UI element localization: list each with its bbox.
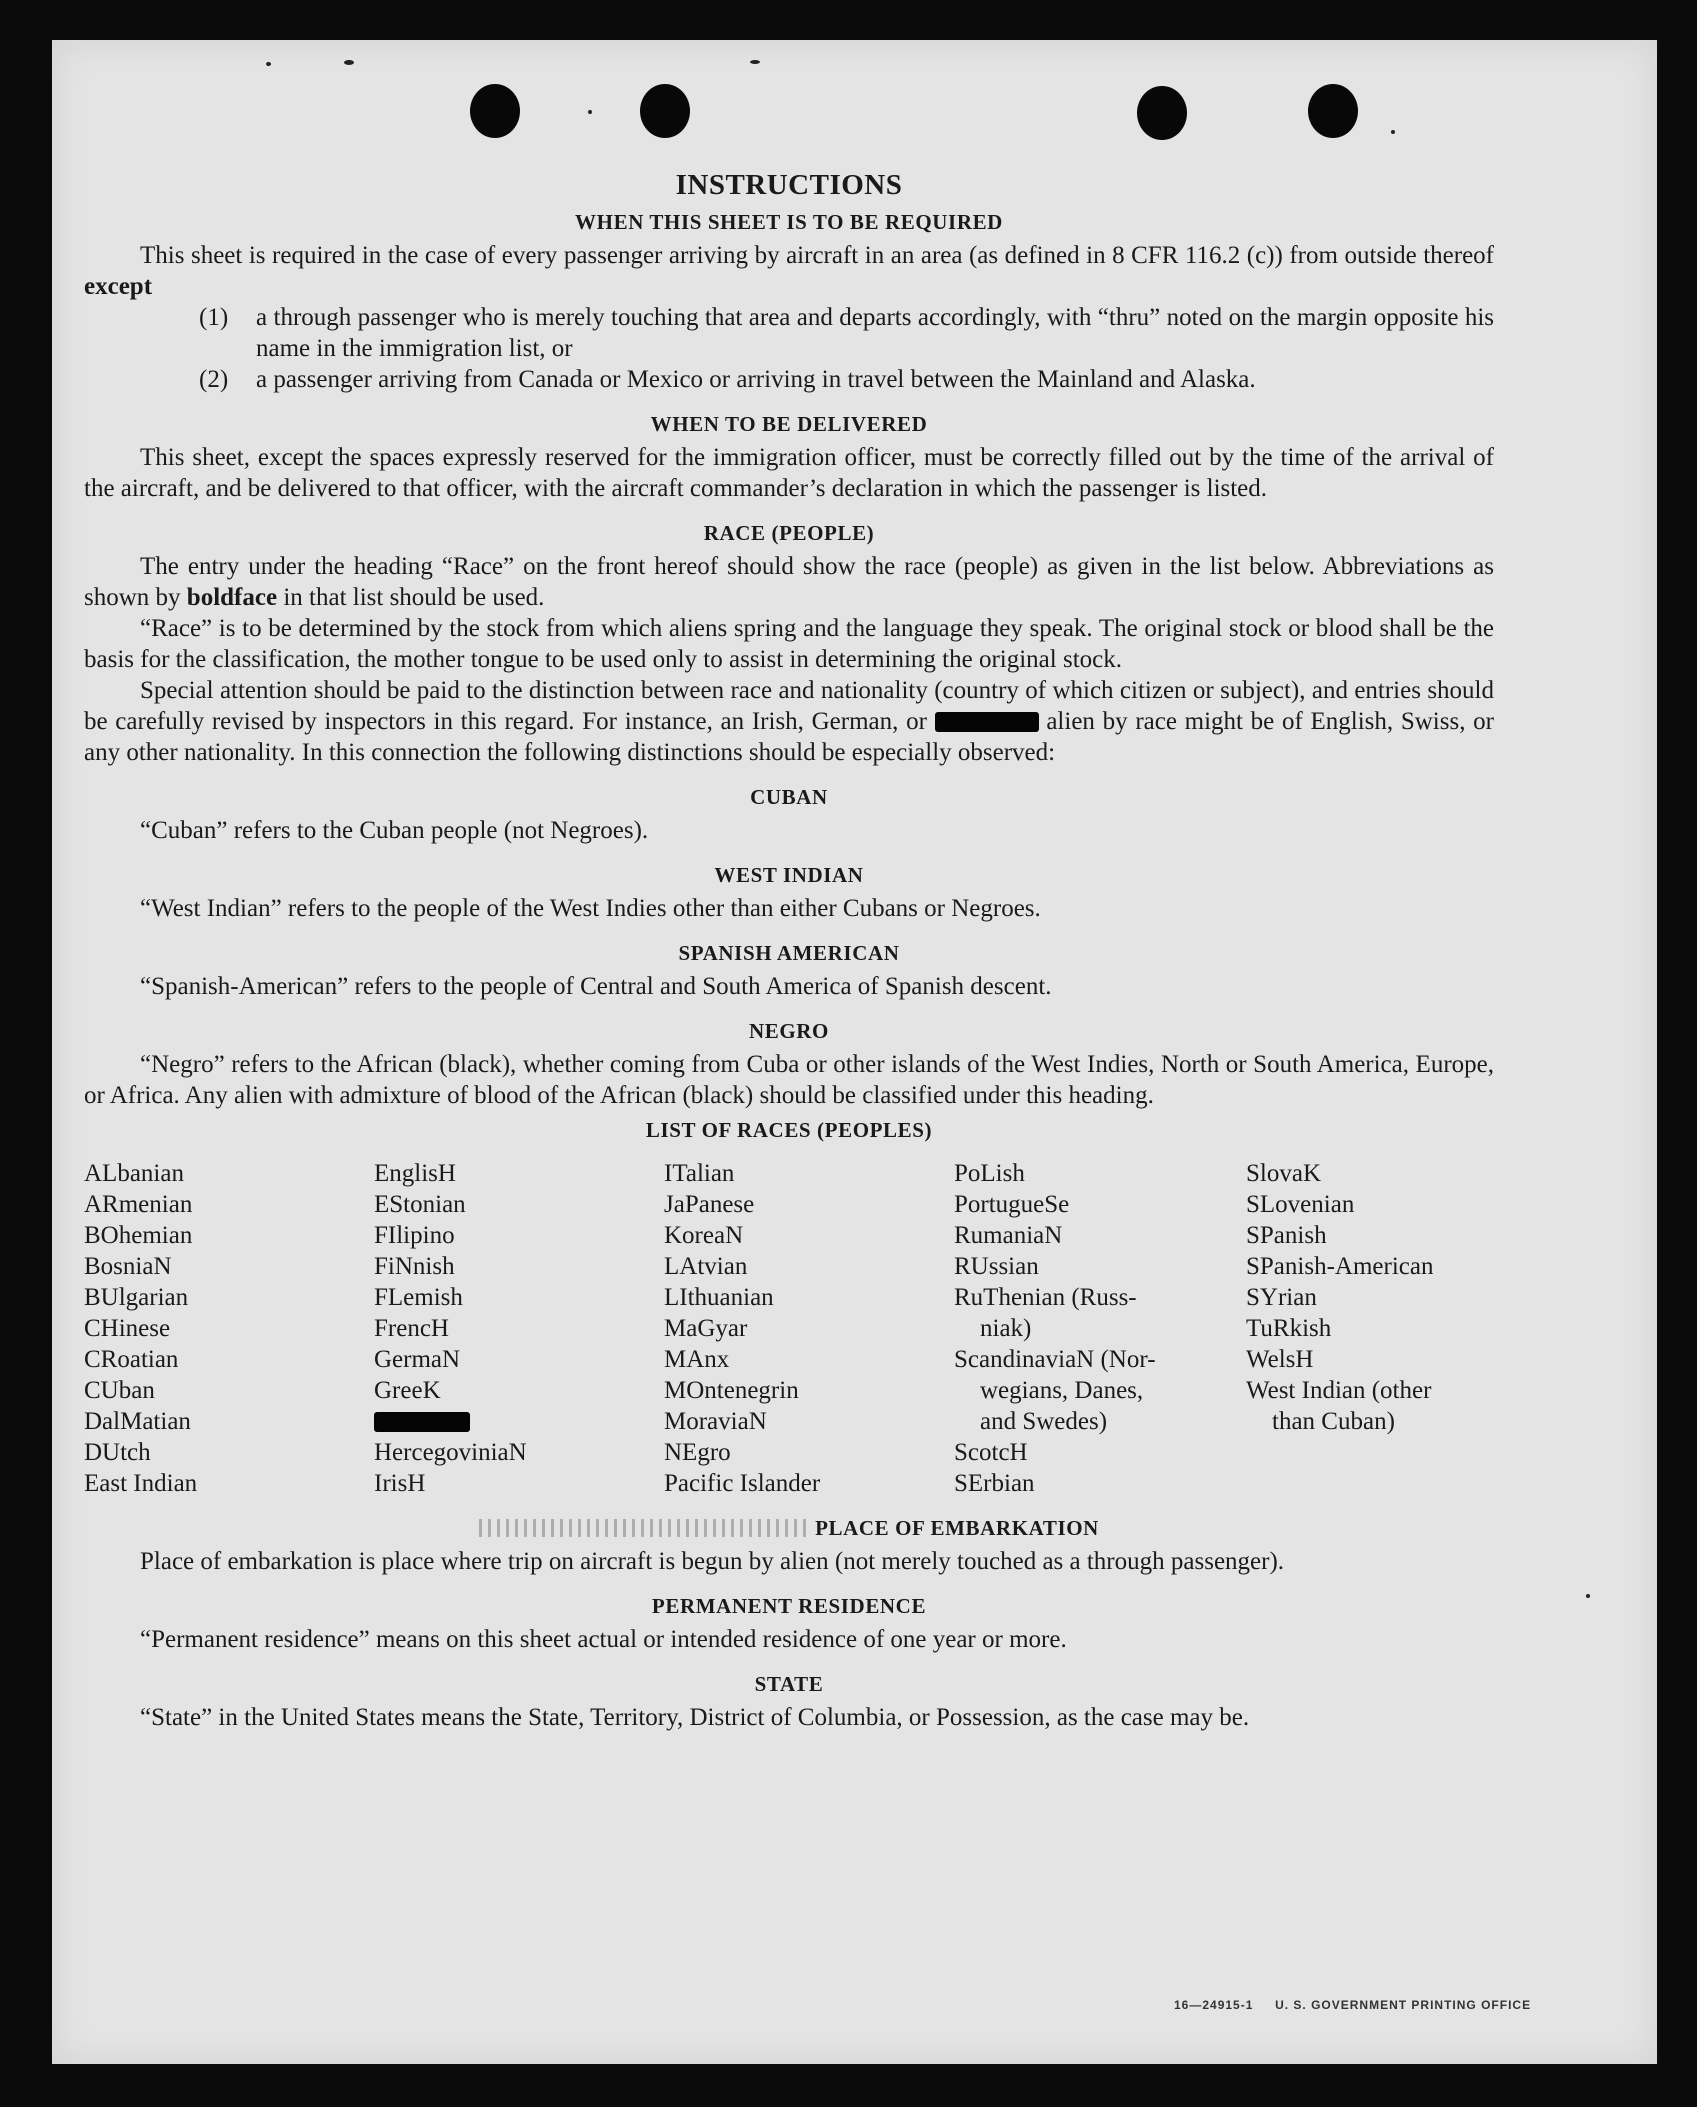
race-entry: MaGyar bbox=[664, 1315, 748, 1342]
race-entry: PortugueSe bbox=[954, 1191, 1070, 1218]
race-entry: SlovaK bbox=[1246, 1160, 1321, 1187]
embarkation-heading-text: PLACE OF EMBARKATION bbox=[815, 1516, 1099, 1540]
races-column-1 bbox=[84, 1158, 374, 1499]
heading-state: STATE bbox=[754, 1672, 824, 1696]
race-entry: RuThenian (Russ- bbox=[954, 1284, 1137, 1311]
race-entry: East Indian bbox=[84, 1470, 198, 1497]
race-entry: West Indian (other bbox=[1246, 1377, 1432, 1404]
item-number: (1) bbox=[199, 304, 229, 331]
race-p3-b: alien by race might be of English, Swiss, or any other nationality. In this connection the following distinctions should be especially observed: bbox=[84, 708, 1494, 766]
race-entry: BOhemian bbox=[84, 1222, 193, 1249]
heading-when-delivered: WHEN TO BE DELIVERED bbox=[650, 412, 928, 436]
speck bbox=[588, 110, 592, 114]
punch-hole bbox=[470, 84, 520, 138]
punch-hole bbox=[1308, 84, 1358, 138]
race-entry: LAtvian bbox=[664, 1253, 748, 1280]
instructions-body bbox=[84, 170, 1494, 1733]
race-entry: HercegoviniaN bbox=[374, 1439, 527, 1466]
race-entry: ScandinaviaN (Nor- bbox=[954, 1346, 1156, 1373]
race-entry: EStonian bbox=[374, 1191, 466, 1218]
race-entry: ScotcH bbox=[954, 1439, 1028, 1466]
race-entry: MOntenegrin bbox=[664, 1377, 799, 1404]
race-paragraph-1 bbox=[84, 551, 1494, 613]
race-entry: Pacific Islander bbox=[664, 1470, 821, 1497]
race-entry: CUban bbox=[84, 1377, 155, 1404]
race-entry: SLovenian bbox=[1246, 1191, 1355, 1218]
race-entry: PoLish bbox=[954, 1160, 1025, 1187]
race-entry-continued: niak) bbox=[980, 1315, 1032, 1342]
except-emphasis: except bbox=[84, 273, 153, 300]
race-paragraph-2: “Race” is to be determined by the stock from which aliens spring and the language they speak. The original stock or blood shall be the basis for the classification, the mother tongue to be used only to assist in determining the original stock. bbox=[84, 615, 1494, 673]
race-entry: FIlipino bbox=[374, 1222, 455, 1249]
west-indian-text: “West Indian” refers to the people of the West Indies other than either Cubans or Negroes. bbox=[140, 895, 1041, 922]
when-delivered-text: This sheet, except the spaces expressly reserved for the immigration officer, must be correctly filled out by the time of the arrival of the aircraft, and be delivered to that officer, with the aircraft commander’s declaration in which the passenger is listed. bbox=[84, 444, 1494, 502]
race-entry: ALbanian bbox=[84, 1160, 184, 1187]
race-entry: GermaN bbox=[374, 1346, 461, 1373]
state-text: “State” in the United States means the State, Territory, District of Columbia, or Possession, as the case may be. bbox=[140, 1704, 1250, 1731]
punch-hole bbox=[1137, 86, 1187, 140]
race-entry: EnglisH bbox=[374, 1160, 456, 1187]
race-paragraph-3 bbox=[84, 675, 1494, 768]
race-entry: FiNnish bbox=[374, 1253, 455, 1280]
speck bbox=[750, 60, 760, 64]
heading-spanish-american: SPANISH AMERICAN bbox=[678, 941, 900, 965]
when-required-intro-text: This sheet is required in the case of every passenger arriving by aircraft in an area (as defined in 8 CFR 116.2 (c)) from outside thereof bbox=[140, 242, 1494, 269]
race-entry: IrisH bbox=[374, 1470, 426, 1497]
race-entry: CHinese bbox=[84, 1315, 171, 1342]
race-entry: FrencH bbox=[374, 1315, 449, 1342]
race-entry: MoraviaN bbox=[664, 1408, 767, 1435]
races-column-4 bbox=[954, 1158, 1246, 1499]
permanent-residence-text: “Permanent residence” means on this sheet actual or intended residence of one year or more. bbox=[140, 1626, 1067, 1653]
race-entry: BosniaN bbox=[84, 1253, 172, 1280]
when-required-intro bbox=[84, 240, 1494, 302]
heading-negro: NEGRO bbox=[748, 1019, 829, 1043]
heading-race: RACE (PEOPLE) bbox=[703, 521, 875, 545]
race-entry: SPanish-American bbox=[1246, 1253, 1434, 1280]
exception-item-2 bbox=[84, 364, 1494, 395]
race-entry: ARmenian bbox=[84, 1191, 193, 1218]
smudge-marks bbox=[479, 1519, 809, 1537]
race-entry: RumaniaN bbox=[954, 1222, 1063, 1249]
cuban-text: “Cuban” refers to the Cuban people (not Negroes). bbox=[140, 817, 649, 844]
exception-item-1 bbox=[84, 302, 1494, 364]
item-number: (2) bbox=[199, 366, 229, 393]
race-entry: CRoatian bbox=[84, 1346, 179, 1373]
race-entry: GreeK bbox=[374, 1377, 441, 1404]
race-p3-a: Special attention should be paid to the distinction between race and nationality (country of which citizen or subject), and entries should be carefully revised by inspectors in this regard. For instance, an Irish, German, or bbox=[84, 677, 1494, 735]
races-table bbox=[84, 1158, 1494, 1499]
race-entry: LIthuanian bbox=[664, 1284, 774, 1311]
race-entry: FLemish bbox=[374, 1284, 463, 1311]
spanish-american-text: “Spanish-American” refers to the people of Central and South America of Spanish descent. bbox=[140, 973, 1052, 1000]
speck bbox=[344, 60, 354, 65]
form-code: 16—24915-1 bbox=[1174, 1998, 1254, 2012]
heading-cuban: CUBAN bbox=[750, 785, 828, 809]
races-column-2 bbox=[374, 1158, 664, 1499]
race-p1-b: in that list should be used. bbox=[283, 584, 545, 611]
race-entry: WelsH bbox=[1246, 1346, 1314, 1373]
race-entry: RUssian bbox=[954, 1253, 1039, 1280]
speck bbox=[266, 62, 271, 66]
race-entry: SPanish bbox=[1246, 1222, 1327, 1249]
heading-embarkation bbox=[84, 1513, 1494, 1544]
race-entry-continued: than Cuban) bbox=[1272, 1408, 1395, 1435]
race-entry: SYrian bbox=[1246, 1284, 1317, 1311]
heading-west-indian: WEST INDIAN bbox=[714, 863, 864, 887]
heading-when-required: WHEN THIS SHEET IS TO BE REQUIRED bbox=[575, 210, 1003, 234]
race-entry-continued: wegians, Danes, bbox=[980, 1377, 1144, 1404]
heading-list-of-races: LIST OF RACES (PEOPLES) bbox=[645, 1118, 933, 1142]
redaction-bar bbox=[935, 712, 1039, 732]
speck bbox=[1586, 1594, 1590, 1598]
item-text: a through passenger who is merely touching that area and departs accordingly, with “thru” noted on the margin opposite his name in the immigration list, or bbox=[256, 304, 1494, 362]
race-entry: SErbian bbox=[954, 1470, 1035, 1497]
negro-text: “Negro” refers to the African (black), whether coming from Cuba or other islands of the West Indies, North or South America, Europe, or Africa. Any alien with admixture of blood of the African (black) should be classified under this heading. bbox=[84, 1051, 1494, 1109]
redaction-bar bbox=[374, 1412, 470, 1432]
race-entry: DalMatian bbox=[84, 1408, 191, 1435]
footer bbox=[1174, 1998, 1531, 2012]
printer-label: U. S. GOVERNMENT PRINTING OFFICE bbox=[1275, 1998, 1532, 2012]
race-entry: JaPanese bbox=[664, 1191, 755, 1218]
races-column-5 bbox=[1246, 1158, 1494, 1499]
race-entry: BUlgarian bbox=[84, 1284, 189, 1311]
race-entry: MAnx bbox=[664, 1346, 730, 1373]
race-p1-a: The entry under the heading “Race” on the front hereof should show the race (people) as given in the list below. Abbreviations as shown by bbox=[84, 553, 1494, 611]
item-text: a passenger arriving from Canada or Mexico or arriving in travel between the Mainland and Alaska. bbox=[256, 366, 1256, 393]
race-entry: NEgro bbox=[664, 1439, 731, 1466]
races-column-3 bbox=[664, 1158, 954, 1499]
embarkation-text: Place of embarkation is place where trip on aircraft is begun by alien (not merely touched as a through passenger). bbox=[140, 1548, 1285, 1575]
race-entry-continued: and Swedes) bbox=[980, 1408, 1108, 1435]
page-title: INSTRUCTIONS bbox=[675, 169, 903, 201]
race-entry: TuRkish bbox=[1246, 1315, 1332, 1342]
punch-hole bbox=[640, 84, 690, 138]
heading-permanent-residence: PERMANENT RESIDENCE bbox=[651, 1594, 927, 1618]
race-entry: DUtch bbox=[84, 1439, 151, 1466]
race-entry: KoreaN bbox=[664, 1222, 744, 1249]
speck bbox=[1391, 130, 1395, 134]
race-entry-redacted bbox=[374, 1406, 664, 1437]
boldface-term: boldface bbox=[186, 584, 278, 611]
race-entry: ITalian bbox=[664, 1160, 735, 1187]
